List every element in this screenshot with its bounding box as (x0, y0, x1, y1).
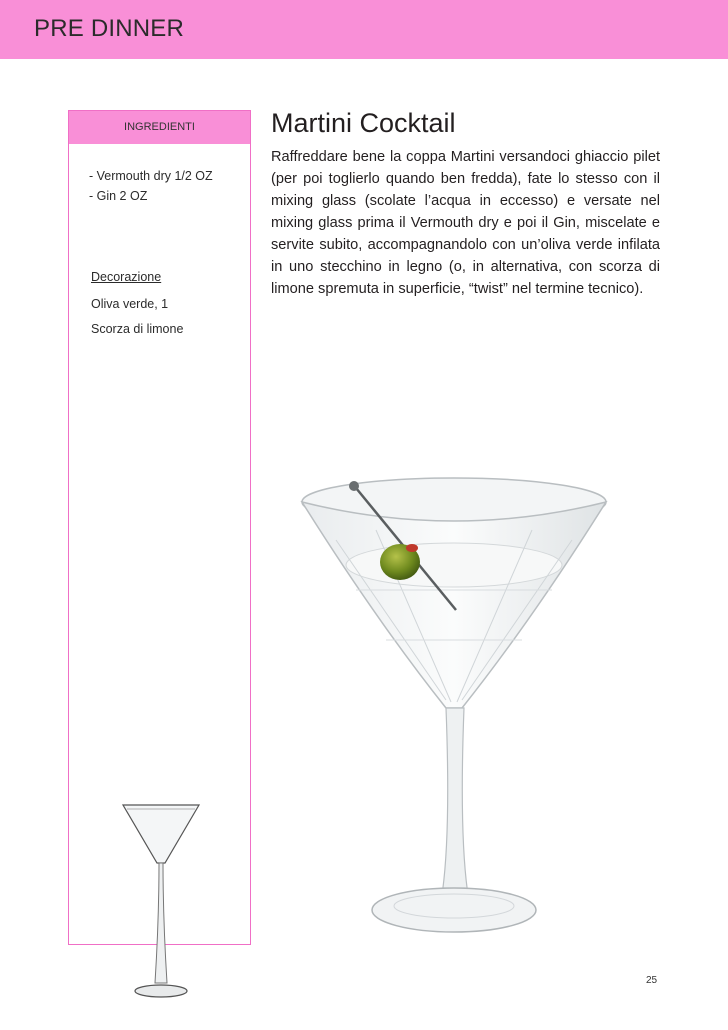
ingredients-panel (68, 110, 251, 945)
recipe-title: Martini Cocktail (271, 108, 456, 138)
decoration-heading: Decorazione (91, 270, 162, 284)
martini-glass-icon (121, 801, 201, 1011)
section-title: PRE DINNER (34, 15, 185, 42)
martini-photo (296, 470, 626, 940)
decoration-item: Oliva verde, 1 (91, 297, 169, 311)
ingredients-list (89, 166, 213, 206)
ingredient-item: - Gin 2 OZ (89, 189, 148, 203)
decoration-item: Scorza di limone (91, 322, 184, 336)
decoration-list (91, 292, 183, 342)
ingredients-heading: INGREDIENTI (69, 111, 250, 144)
page-number: 25 (646, 975, 658, 986)
header-bar (0, 0, 728, 59)
ingredient-item: - Vermouth dry 1/2 OZ (89, 169, 213, 183)
recipe-description: Raffreddare bene la coppa Martini versandoci ghiaccio pilet (per poi toglierlo quando ben fredda), fate lo stesso con il mixing glass (scolate l’acqua in eccesso) e versate nel mixing glass prima il Vermouth dry e poi il Gin, miscelate e servite subito, accompagnandolo con un’oliva verde infilata in uno stecchino in legno (o, in alternativa, con scorza di limone spremuta in superficie, “twist” nel termine tecnico). (271, 149, 660, 297)
